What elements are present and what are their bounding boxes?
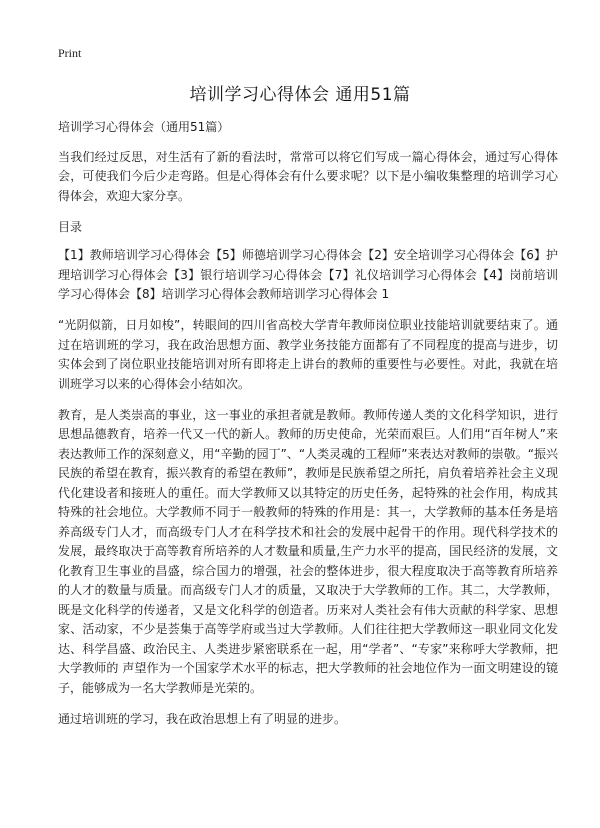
body-paragraph-3: 通过培训班的学习，我在政治思想上有了明显的进步。 bbox=[58, 711, 347, 726]
page-title: 培训学习心得体会 通用51篇 bbox=[189, 85, 411, 105]
toc-list: 【1】教师培训学习心得体会【5】师德培训学习心得体会【2】安全培训学习心得体会【6】护理培训学习心得体会【3】银行培训学习心得体会【7】礼仪培训学习心得体会【4】岗前培训学习心得体会【8】培训学习心得体会教师培训学习心得体会 1 bbox=[58, 248, 558, 301]
intro-paragraph: 当我们经过反思，对生活有了新的看法时，常常可以将它们写成一篇心得体会，通过写心得体会，可使我们今后少走弯路。但是心得体会有什么要求呢？以下是小编收集整理的培训学习心得体会，欢迎大家分享。 bbox=[58, 149, 558, 203]
document-body bbox=[58, 118, 558, 741]
body-paragraph-2: 教育，是人类崇高的事业，这一事业的承担者就是教师。教师传递人类的文化科学知识，进行思想品德教育，培养一代又一代的新人。教师的历史使命，光荣而艰巨。人们用“百年树人”来表达教师工作的深刻意义，用“辛勤的园丁”、“人类灵魂的工程师”来表达对教师的崇敬。“振兴民族的希望在教育，振兴教育的希望在教师”，教师是民族希望之所托，肩负着培养社会主义现代化建设者和接班人的重任。而大学教师又以其特定的历史任务，起特殊的社会作用，构成其特殊的社会地位。大学教师不同于一般教师的特殊的作用是：其一，大学教师的基本任务是培养高级专门人才，而高级专门人才在科学技术和社会的发展中起骨干的作用。现代科学技术的发展，最终取决于高等教育所培养的人才数量和质量,生产力水平的提高，国民经济的发展，文化教育卫生事业的昌盛，综合国力的增强，社会的整体进步，很大程度取决于高等教育所培养的人才的数量与质量。而高级专门人才的质量，又取决于大学教师的工作。其二，大学教师，既是文化科学的传递者，又是文化科学的创造者。历来对人类社会有伟大贡献的科学家、思想家、活动家，不少是荟集于高等学府或当过大学教师。人们往往把大学教师这一职业同文化发达、科学昌盛、政治民主、人类进步紧密联系在一起，用“学者”、“专家”来称呼大学教师，把大学教师的 声望作为一个国家学术水平的标志，把大学教师的社会地位作为一面文明建设的镜子，能够成为一名大学教师是光荣的。 bbox=[58, 407, 558, 695]
body-paragraph-1: “光阴似箭，日月如梭”，转眼间的四川省高校大学青年教师岗位职业技能培训就要结束了。通过在培训班的学习，我在政治思想方面、教学业务技能方面都有了不同程度的提高与进步，切实体会到了岗位职业技能培训对所有即将走上讲台的教师的重要性与必要性。对此，我就在培训班学习以来的心得体会小结如次。 bbox=[58, 318, 558, 391]
toc-heading: 目录 bbox=[58, 219, 83, 234]
print-link[interactable]: Print bbox=[58, 46, 82, 60]
document-subtitle: 培训学习心得体会（通用51篇） bbox=[58, 120, 230, 134]
